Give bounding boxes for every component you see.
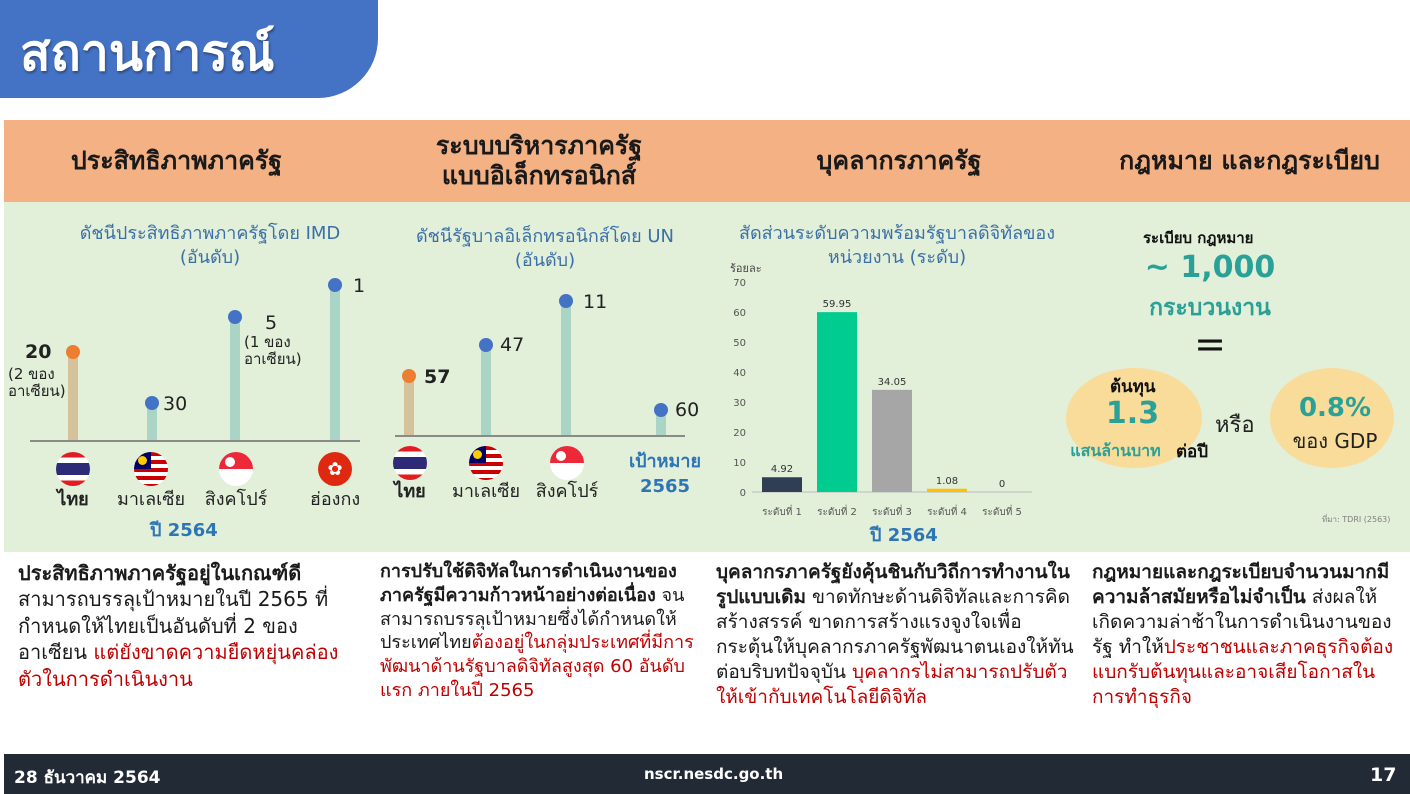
y-tick-label: 20 [733, 428, 746, 439]
footer-site: nscr.nesdc.go.th [644, 765, 784, 783]
desc-law-red: ประชาชนและภาคธุรกิจต้องแบกรับต้นทุนและอาจเสียโอกาสในการทำธุรกิจ [1092, 636, 1394, 709]
desc-egov-bold: การปรับใช้ดิจิทัลในการดำเนินงานของภาครัฐมีความก้าวหน้าอย่างต่อเนื่อง [380, 561, 677, 606]
footer [4, 754, 1410, 794]
gdp-label: ของ GDP [1292, 429, 1378, 453]
y-tick-label: 0 [739, 488, 746, 499]
footer-page: 17 [1370, 764, 1397, 786]
law-unit: กระบวนงาน [1149, 295, 1271, 321]
egov-dot-singapore [559, 294, 573, 308]
desc-law-text: ส่งผลให้เกิดความล่าช้าในการดำเนินงานของรัฐ ทำให้ [1092, 586, 1392, 659]
singapore-flag-icon [219, 452, 253, 486]
imd-year: ปี 2564 [150, 520, 218, 541]
chart-footer: ปี 2564 [870, 525, 938, 546]
law-count: ~ 1,000 [1144, 250, 1276, 285]
egov-axis [395, 435, 685, 437]
bar [872, 390, 912, 492]
imd-rank-malaysia: 30 [163, 393, 188, 415]
law-eq: = [1194, 322, 1226, 366]
thailand-flag-icon [393, 446, 427, 480]
y-tick-label: 50 [733, 338, 746, 349]
desc-efficiency [18, 560, 350, 692]
header-band [4, 120, 1410, 202]
imd-rank-hongkong: 1 [353, 275, 366, 297]
egov-stem-malaysia [481, 346, 491, 435]
y-axis-label: ร้อยละ [730, 262, 762, 275]
y-tick-label: 70 [733, 278, 746, 289]
bar [927, 489, 967, 492]
malaysia-flag-icon [134, 452, 168, 486]
header-law: กฎหมาย และกฎระเบียบ [1119, 146, 1380, 176]
x-tick-label: ระดับที่ 3 [872, 507, 912, 518]
cost-value: 1.3 [1105, 396, 1160, 431]
imd-country-thailand: ไทย [57, 489, 89, 510]
egov-country-malaysia: มาเลเซีย [451, 481, 521, 502]
malaysia-flag-icon [469, 446, 503, 480]
x-tick-label: ระดับที่ 1 [762, 507, 802, 518]
source-note: ที่มา: TDRI (2563) [1322, 515, 1391, 524]
or-label: หรือ [1215, 413, 1255, 438]
bar-value-label: 0 [998, 479, 1006, 490]
desc-egov-red: ต้องอยู่ในกลุ่มประเทศที่มีการพัฒนาด้านรัฐบาลดิจิทัลสูงสุด 60 อันดับแรก ภายในปี 2565 [380, 632, 694, 701]
imd-title: ดัชนีประสิทธิภาพภาครัฐโดย IMD (อันดับ) [79, 223, 341, 269]
egov-dot-malaysia [479, 338, 493, 352]
bar-value-label: 34.05 [877, 376, 907, 388]
law-sub: ระเบียบ กฎหมาย [1143, 229, 1254, 247]
y-tick-label: 10 [733, 458, 746, 469]
desc-efficiency-text: สามารถบรรลุเป้าหมายในปี 2565 ที่กำหนดให้ไทยเป็นอันดับที่ 2 ของอาเซียน [18, 587, 329, 665]
bar [817, 312, 857, 492]
imd-note-thailand: (2 ของ อาเซียน) [8, 365, 66, 401]
x-tick-label: ระดับที่ 2 [817, 507, 857, 518]
cost-unit: แสนล้านบาท [1070, 441, 1161, 460]
x-tick-label: ระดับที่ 5 [982, 507, 1022, 518]
desc-efficiency-bold: ประสิทธิภาพภาครัฐอยู่ในเกณฑ์ดี [18, 561, 302, 585]
imd-dot-hongkong [328, 278, 342, 292]
imd-country-singapore: สิงคโปร์ [204, 489, 268, 510]
desc-law [1092, 560, 1402, 710]
bar [762, 477, 802, 492]
gdp-value: 0.8% [1298, 393, 1372, 423]
egov-country-thailand: ไทย [394, 481, 426, 502]
bar-value-label: 4.92 [770, 464, 794, 476]
imd-dot-singapore [228, 310, 242, 324]
imd-rank-thailand: 20 [25, 341, 52, 363]
imd-stem-hongkong [330, 285, 340, 440]
imd-dot-thailand [66, 345, 80, 359]
imd-axis [30, 440, 360, 442]
x-tick-label: ระดับที่ 4 [927, 507, 967, 518]
desc-personnel-text: ขาดทักษะด้านดิจิทัลและการคิดสร้างสรรค์ ขาดการสร้างแรงจูงใจเพื่อกระตุ้นให้บุคลากรภาครัฐพัฒนาตนเองให้ทันต่อบริบทปัจจุบัน [716, 586, 1074, 684]
footer-date: 28 ธันวาคม 2564 [14, 768, 161, 788]
hongkong-flag-icon: ✿ [318, 452, 352, 486]
per-year: ต่อปี [1176, 442, 1209, 462]
imd-country-malaysia: มาเลเซีย [116, 489, 186, 510]
header-efficiency: ประสิทธิภาพภาครัฐ [70, 146, 283, 176]
bar-value-label: 59.95 [822, 299, 852, 311]
egov-dot-target [654, 403, 668, 417]
egov-rank-singapore: 11 [583, 291, 608, 313]
bar-value-label: 1.08 [935, 475, 959, 487]
header-personnel: บุคลากรภาครัฐ [816, 146, 982, 176]
page-title: สถานการณ์ [0, 0, 378, 98]
desc-personnel-bold: บุคลากรภาครัฐยังคุ้นชินกับวิถีการทำงานในรูปแบบเดิม [716, 561, 1070, 609]
desc-egov-text: จนสามารถบรรลุเป้าหมายซึ่งได้กำหนดให้ประเทศไทย [380, 584, 685, 654]
imd-dot-malaysia [145, 396, 159, 410]
imd-note-singapore: (1 ของ อาเซียน) [244, 333, 302, 369]
y-tick-label: 60 [733, 308, 746, 319]
singapore-flag-icon [550, 446, 584, 480]
desc-personnel-red: บุคลากรไม่สามารถปรับตัวให้เข้ากับเทคโนโลยีดิจิทัล [716, 661, 1068, 709]
desc-law-bold: กฎหมายและกฎระเบียบจำนวนมากมีความล้าสมัยหรือไม่จำเป็น [1092, 561, 1390, 609]
egov-dot-thailand [402, 369, 416, 383]
imd-rank-singapore: 5 [265, 312, 278, 334]
desc-egov [380, 560, 698, 703]
egov-stem-thailand [404, 378, 414, 435]
egov-rank-thailand: 57 [424, 366, 451, 388]
y-tick-label: 30 [733, 398, 746, 409]
chart-title: สัดส่วนระดับความพร้อมรัฐบาลดิจิทัลของ หน่วยงาน (ระดับ) [738, 223, 1056, 269]
egov-target: เป้าหมาย 2565 [628, 451, 702, 498]
bar-chart [712, 260, 1042, 526]
desc-efficiency-red: แต่ยังขาดความยืดหยุ่นคล่องตัวในการดำเนินงาน [18, 640, 339, 691]
thailand-flag-icon [56, 452, 90, 486]
imd-country-hongkong: ฮ่องกง [309, 489, 361, 510]
egov-country-singapore: สิงคโปร์ [535, 481, 599, 502]
egov-rank-target: 60 [675, 399, 700, 421]
y-tick-label: 40 [733, 368, 746, 379]
egov-rank-malaysia: 47 [500, 334, 525, 356]
imd-stem-singapore [230, 317, 240, 440]
imd-stem-thailand [68, 352, 78, 440]
egov-stem-singapore [561, 302, 571, 435]
cost-label: ต้นทุน [1110, 377, 1156, 397]
desc-personnel [716, 560, 1074, 710]
egov-title: ดัชนีรัฐบาลอิเล็กทรอนิกส์โดย UN (อันดับ) [415, 226, 675, 272]
header-egov: ระบบบริหารภาครัฐ แบบอิเล็กทรอนิกส์ [435, 131, 643, 190]
